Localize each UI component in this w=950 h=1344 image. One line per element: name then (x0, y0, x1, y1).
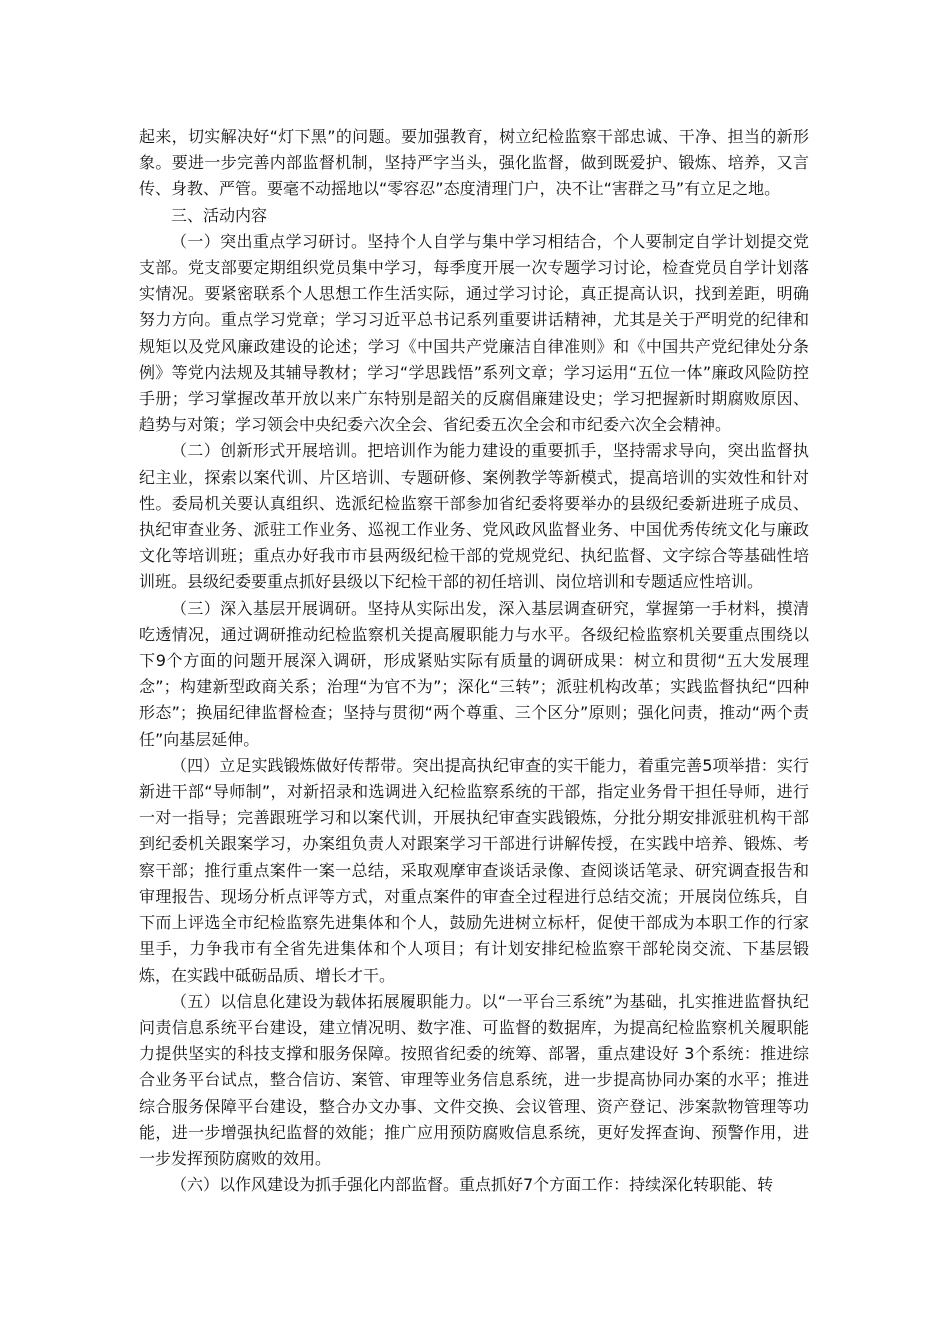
section-heading: 三、活动内容 (171, 205, 268, 225)
paragraph-item-4: （四）立足实践锻炼做好传帮带。突出提高执纪审查的实干能力，着重完善5项举措：实行新进干部“导师制”，对新招录和选调进入纪检监察系统的干部，指定业务骨干担任导师，进行一对一指导；完善跟班学习和以案代训，开展执纪审查实践锻炼，分批分期安排派驻机构干部到纪委机关跟案学习，办案组负责人对跟案学习干部进行讲解传授，在实践中培养、锻炼、考察干部；推行重点案件一案一总结，采取观摩审查谈话录像、查阅谈话笔录、研究调查报告和审理报告、现场分析点评等方式，对重点案件的审查全过程进行总结交流；开展岗位练兵，自下而上评选全市纪检监察先进集体和个人，鼓励先进树立标杆，促使干部成为本职工作的行家里手，力争我市有全省先进集体和个人项目；有计划安排纪检监察干部轮岗交流、下基层锻炼，在实践中砥砺品质、增长才干。 (139, 755, 809, 985)
paragraph-item-1: （一）突出重点学习研讨。坚持个人自学与集中学习相结合，个人要制定自学计划提交党支部。党支部要定期组织党员集中学习，每季度开展一次专题学习讨论，检查党员自学计划落实情况。要紧密联系个人思想工作生活实际，通过学习讨论，真正提高认识，找到差距，明确努力方向。重点学习党章；学习习近平总书记系列重要讲话精神，尤其是关于严明党的纪律和规矩以及党风廉政建设的论述；学习《中国共产党廉洁自律准则》和《中国共产党纪律处分条例》等党内法规及其辅导教材；学习“学思践悟”系列文章；学习运用“五位一体”廉政风险防控手册；学习掌握改革开放以来广东特别是韶关的反腐倡廉建设史；学习把握新时期腐败原因、趋势与对策；学习领会中央纪委六次全会、省纪委五次全会和市纪委六次全会精神。 (139, 231, 809, 435)
paragraph-item-6: （六）以作风建设为抓手强化内部监督。重点抓好7个方面工作：持续深化转职能、转 (171, 1175, 774, 1195)
paragraph-item-3: （三）深入基层开展调研。坚持从实际出发，深入基层调查研究，掌握第一手材料，摸清吃透情况，通过调研推动纪检监察机关提高履职能力与水平。各级纪检监察机关要重点围绕以下9个方面的问题开展深入调研，形成紧贴实际有质量的调研成果：树立和贯彻“五大发展理念”；构建新型政商关系；治理“为官不为”；深化“三转”；派驻机构改革；实践监督执纪“四种形态”；换届纪律监督检查；坚持与贯彻“两个尊重、三个区分”原则；强化问责，推动“两个责任”向基层延伸。 (139, 598, 809, 749)
paragraph-item-5: （五）以信息化建设为载体拓展履职能力。以“一平台三系统”为基础，扎实推进监督执纪问责信息系统平台建设，建立情况明、数字准、可监督的数据库，为提高纪检监察机关履职能力提供坚实的科技支撑和服务保障。按照省纪委的统筹、部署，重点建设好 3个系统：推进综合业务平台试点，整合信访、案管、审理等业务信息系统，进一步提高协同办案的水平；推进综合服务保障平台建设，整合办文办事、文件交换、会议管理、资产登记、涉案款物管理等功能，进一步增强执纪监督的效能；推广应用预防腐败信息系统，更好发挥查询、预警作用，进一步发挥预防腐败的效用。 (139, 991, 809, 1168)
paragraph-continuation: 起来，切实解决好“灯下黑”的问题。要加强教育，树立纪检监察干部忠诚、干净、担当的新形象。要进一步完善内部监督机制，坚持严字当头，强化监督，做到既爱护、锻炼、培养，又言传、身教、严管。要毫不动摇地以“零容忍”态度清理门户，决不让“害群之马”有立足之地。 (139, 127, 809, 199)
paragraph-item-2: （二）创新形式开展培训。把培训作为能力建设的重要抓手，坚持需求导向，突出监督执纪主业，探索以案代训、片区培训、专题研修、案例教学等新模式，提高培训的实效性和针对性。委局机关要认真组织、选派纪检监察干部参加省纪委将要举办的县级纪委新进班子成员、执纪审查业务、派驻工作业务、巡视工作业务、党风政风监督业务、中国优秀传统文化与廉政文化等培训班；重点办好我市市县两级纪检干部的党规党纪、执纪监督、文字综合等基础性培训班。县级纪委要重点抓好县级以下纪检干部的初任培训、岗位培训和专题适应性培训。 (139, 441, 809, 592)
document-page (139, 124, 809, 1198)
